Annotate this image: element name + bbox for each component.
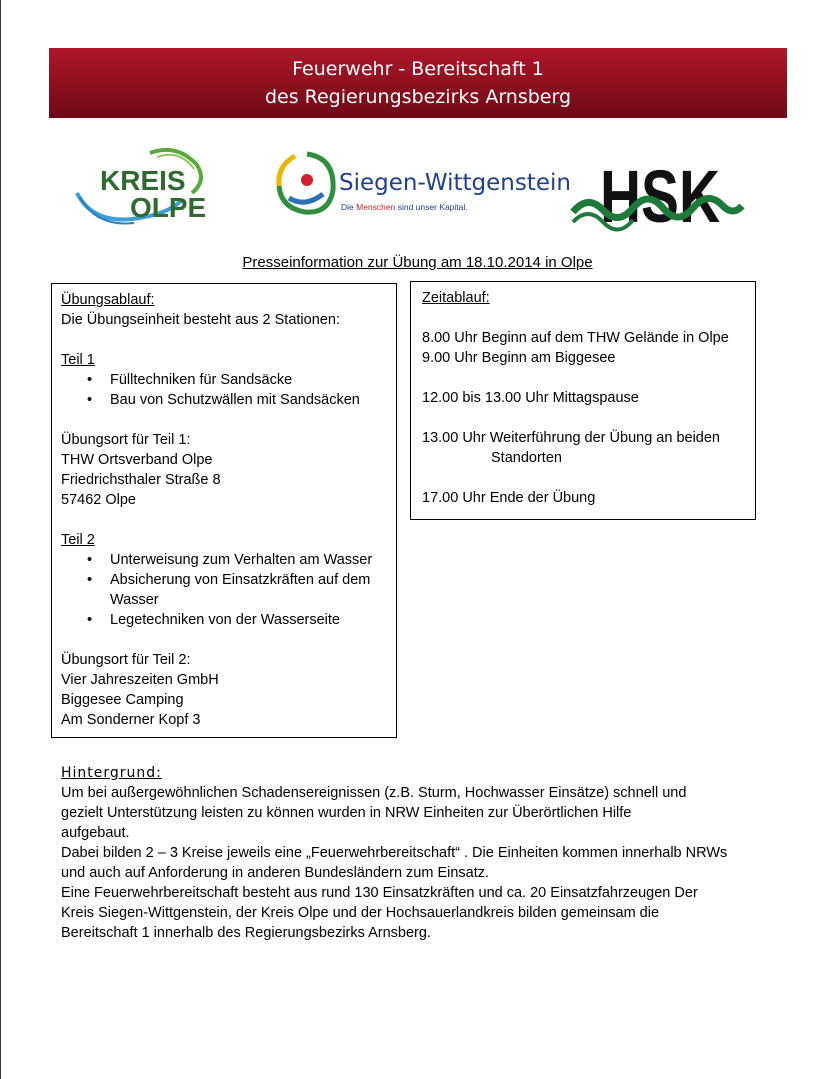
siegen-wittgenstein-logo [275,150,571,220]
background-line: Kreis Siegen-Wittgenstein, der Kreis Olpe und der Hochsauerlandkreis bilden gemeinsam die [61,905,660,921]
list-item: • Fülltechniken für Sandsäcke [61,370,387,390]
part2-address-line: Biggesee Camping [61,692,184,708]
schedule-entry: 17.00 Uhr Ende der Übung [422,490,596,506]
press-headline: Presseinformation zur Übung am 18.10.2014 in Olpe [242,254,593,271]
schedule-box [410,281,756,520]
part2-location-label: Übungsort für Teil 2: [61,652,191,668]
background-line: gezielt Unterstützung leisten zu können wurden in NRW Einheiten zur Überörtlichen Hilfe [61,805,632,821]
exercise-procedure-box [51,283,397,738]
schedule-entry: 9.00 Uhr Beginn am Biggesee [422,350,616,366]
part2-address-line: Vier Jahreszeiten GmbH [61,672,219,688]
background-section [61,763,761,943]
background-line: Bereitschaft 1 innerhalb des Regierungsbezirks Arnsberg. [61,925,431,941]
procedure-intro: Die Übungseinheit besteht aus 2 Stationen: [61,312,340,328]
part1-list [61,370,387,410]
schedule-entry: Standorten [491,450,562,466]
procedure-heading: Übungsablauf: [61,292,155,308]
kreis-olpe-logo [72,145,207,225]
part1-address-line: THW Ortsverband Olpe [61,452,213,468]
part2-title: Teil 2 [61,532,95,548]
part2-address-line: Am Sonderner Kopf 3 [61,712,201,728]
schedule-entry: 13.00 Uhr Weiterführung der Übung an beiden [422,430,720,446]
background-line: und auch auf Anforderung in anderen Bundesländern zum Einsatz. [61,865,490,881]
schedule-heading: Zeitablauf: [422,290,490,306]
sw-logo-name: Siegen-Wittgenstein [339,170,571,196]
background-line: Eine Feuerwehrbereitschaft besteht aus rund 130 Einsatzkräften und ca. 20 Einsatzfahrzeugen Der [61,885,698,901]
background-line: Um bei außergewöhnlichen Schadensereignissen (z.B. Sturm, Hochwasser Einsätze) schnell und [61,785,687,801]
list-item: • Legetechniken von der Wasserseite [61,610,387,630]
background-line: Dabei bilden 2 – 3 Kreise jeweils eine „Feuerwehrbereitschaft“ . Die Einheiten kommen innerhalb NRWs [61,845,728,861]
background-line: aufgebaut. [61,825,130,841]
schedule-entry: 12.00 bis 13.00 Uhr Mittagspause [422,390,639,406]
hsk-logo [570,150,745,250]
banner-line-1: Feuerwehr - Bereitschaft 1 [292,58,544,80]
part1-title: Teil 1 [61,352,95,368]
page-edge [0,0,1,1079]
schedule-entry: 8.00 Uhr Beginn auf dem THW Gelände in Olpe [422,330,729,346]
title-banner [49,48,787,118]
sw-logo-tagline: Die Menschen sind unser Kapital. [341,202,468,212]
part1-address-line: 57462 Olpe [61,492,136,508]
kreis-logo-word-2: OLPE [130,192,207,223]
kreis-logo-word-1: KREIS [100,165,186,196]
part1-location-label: Übungsort für Teil 1: [61,432,191,448]
list-item: • Bau von Schutzwällen mit Sandsäcken [61,390,387,410]
list-item: • Absicherung von Einsatzkräften auf dem Wasser [61,570,387,610]
hsk-logo-text: HSK [600,155,720,238]
banner-line-2: des Regierungsbezirks Arnsberg [264,86,572,108]
list-item: • Unterweisung zum Verhalten am Wasser [61,550,387,570]
part2-list [61,550,387,630]
part1-address-line: Friedrichsthaler Straße 8 [61,472,221,488]
background-title: Hintergrund: [61,765,162,781]
